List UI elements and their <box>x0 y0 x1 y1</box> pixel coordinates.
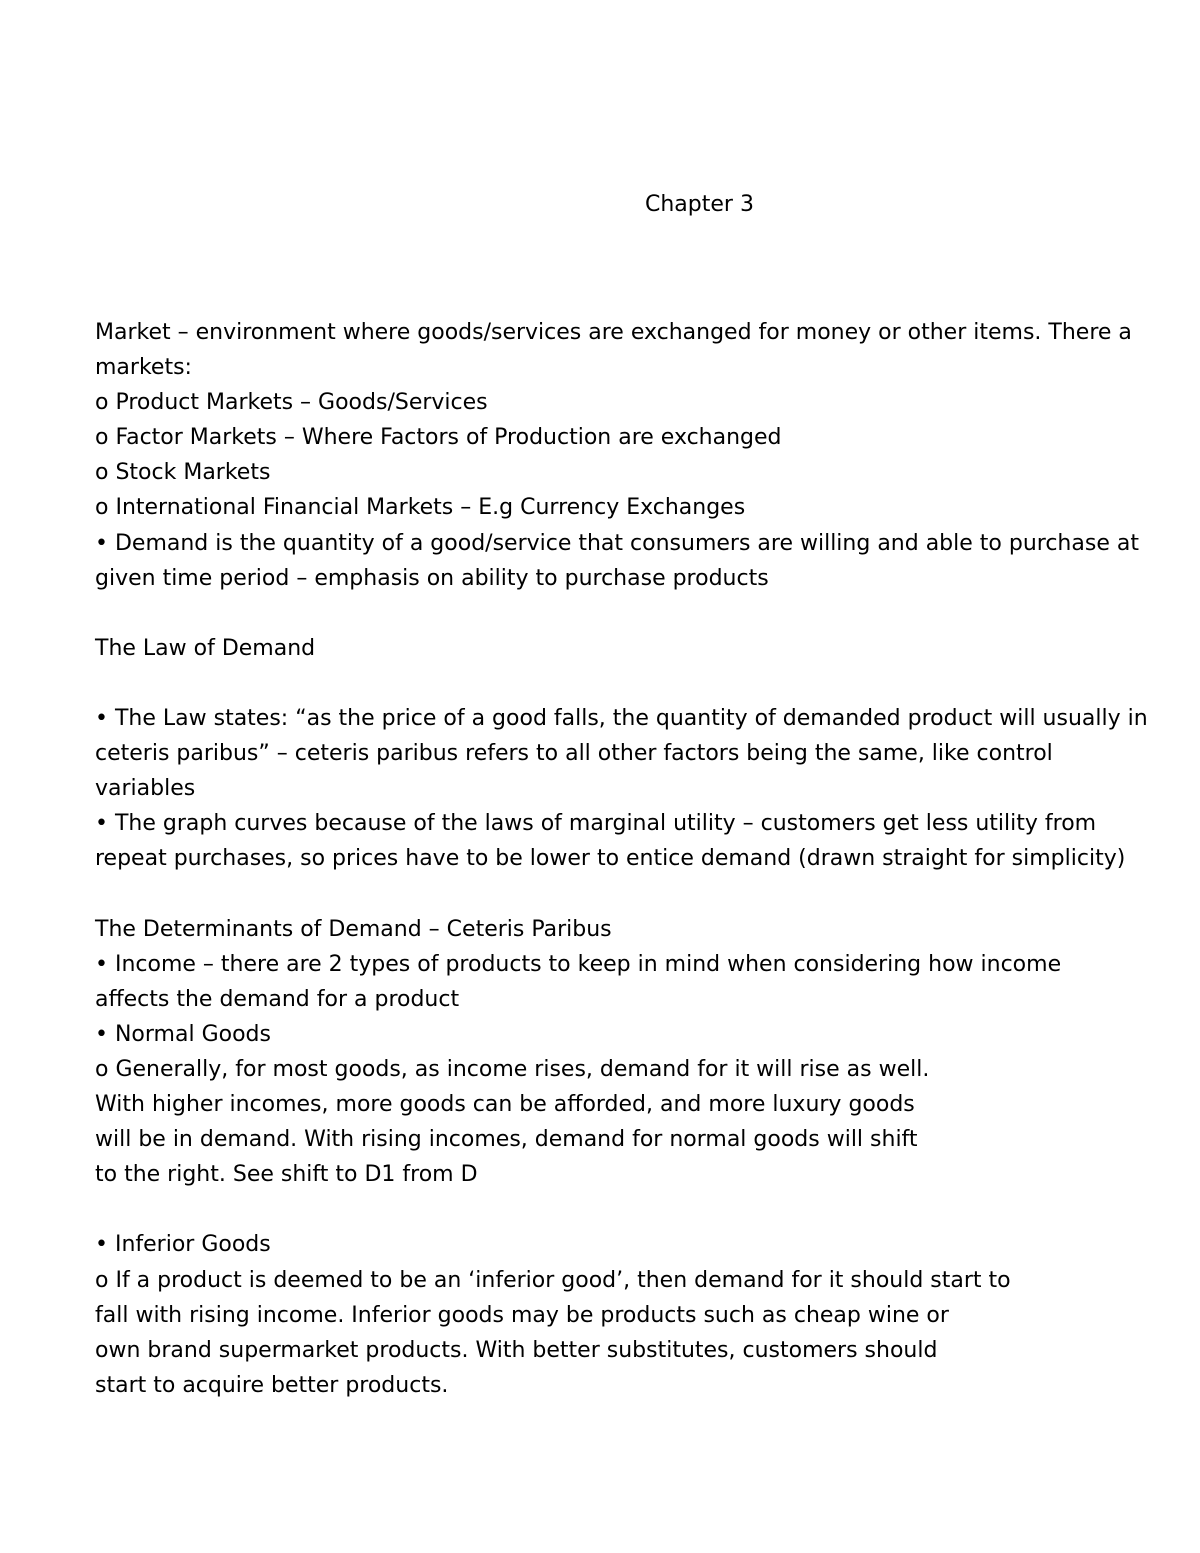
text-line: ceteris paribus” – ceteris paribus refers to all other factors being the same, like control <box>95 741 1053 767</box>
paragraph-spacer <box>95 596 1200 631</box>
text-line: • Inferior Goods <box>95 1232 271 1258</box>
text-line: • Income – there are 2 types of products to keep in mind when considering how income <box>95 951 1062 977</box>
text-line: • The Law states: “as the price of a good falls, the quantity of demanded product will usually in <box>95 706 1148 732</box>
text-line: • Demand is the quantity of a good/service that consumers are willing and able to purchase at <box>95 530 1139 556</box>
chapter-title: Chapter 3 <box>645 192 754 217</box>
text-line: affects the demand for a product <box>95 986 460 1012</box>
text-line: • Normal Goods <box>95 1021 271 1047</box>
paragraph-market-definition <box>95 315 1200 596</box>
paragraph-spacer <box>95 666 1200 701</box>
text-line: • The graph curves because of the laws of marginal utility – customers get less utility from <box>95 811 1097 837</box>
text-line: start to acquire better products. <box>95 1372 449 1398</box>
text-line: o Stock Markets <box>95 460 271 486</box>
paragraph-law-of-demand-body <box>95 701 1200 876</box>
paragraph-inferior-goods <box>95 1227 1200 1402</box>
text-line: With higher incomes, more goods can be afforded, and more luxury goods <box>95 1092 915 1118</box>
paragraph-spacer <box>95 877 1200 912</box>
text-line: will be in demand. With rising incomes, demand for normal goods will shift <box>95 1127 918 1153</box>
text-line: The Law of Demand <box>95 635 316 661</box>
text-line: o Factor Markets – Where Factors of Production are exchanged <box>95 425 782 451</box>
text-line: fall with rising income. Inferior goods may be products such as cheap wine or <box>95 1302 949 1328</box>
text-line: o If a product is deemed to be an ‘inferior good’, then demand for it should start to <box>95 1267 1011 1293</box>
text-line: o International Financial Markets – E.g Currency Exchanges <box>95 495 746 521</box>
paragraph-spacer <box>95 1192 1200 1227</box>
text-line: given time period – emphasis on ability to purchase products <box>95 565 769 591</box>
text-line: own brand supermarket products. With better substitutes, customers should <box>95 1337 938 1363</box>
paragraph-determinants-normal-goods <box>95 912 1200 1193</box>
text-line: repeat purchases, so prices have to be lower to entice demand (drawn straight for simplicity) <box>95 846 1126 872</box>
text-line: to the right. See shift to D1 from D <box>95 1162 478 1188</box>
document-body <box>95 315 1200 1403</box>
paragraph-law-of-demand-heading <box>95 631 1200 666</box>
text-line: markets: <box>95 355 192 381</box>
text-line: Market – environment where goods/services are exchanged for money or other items. There a <box>95 320 1132 345</box>
text-line: variables <box>95 776 196 802</box>
text-line: The Determinants of Demand – Ceteris Paribus <box>95 916 612 942</box>
text-line: o Generally, for most goods, as income rises, demand for it will rise as well. <box>95 1056 930 1082</box>
text-line: o Product Markets – Goods/Services <box>95 390 488 416</box>
